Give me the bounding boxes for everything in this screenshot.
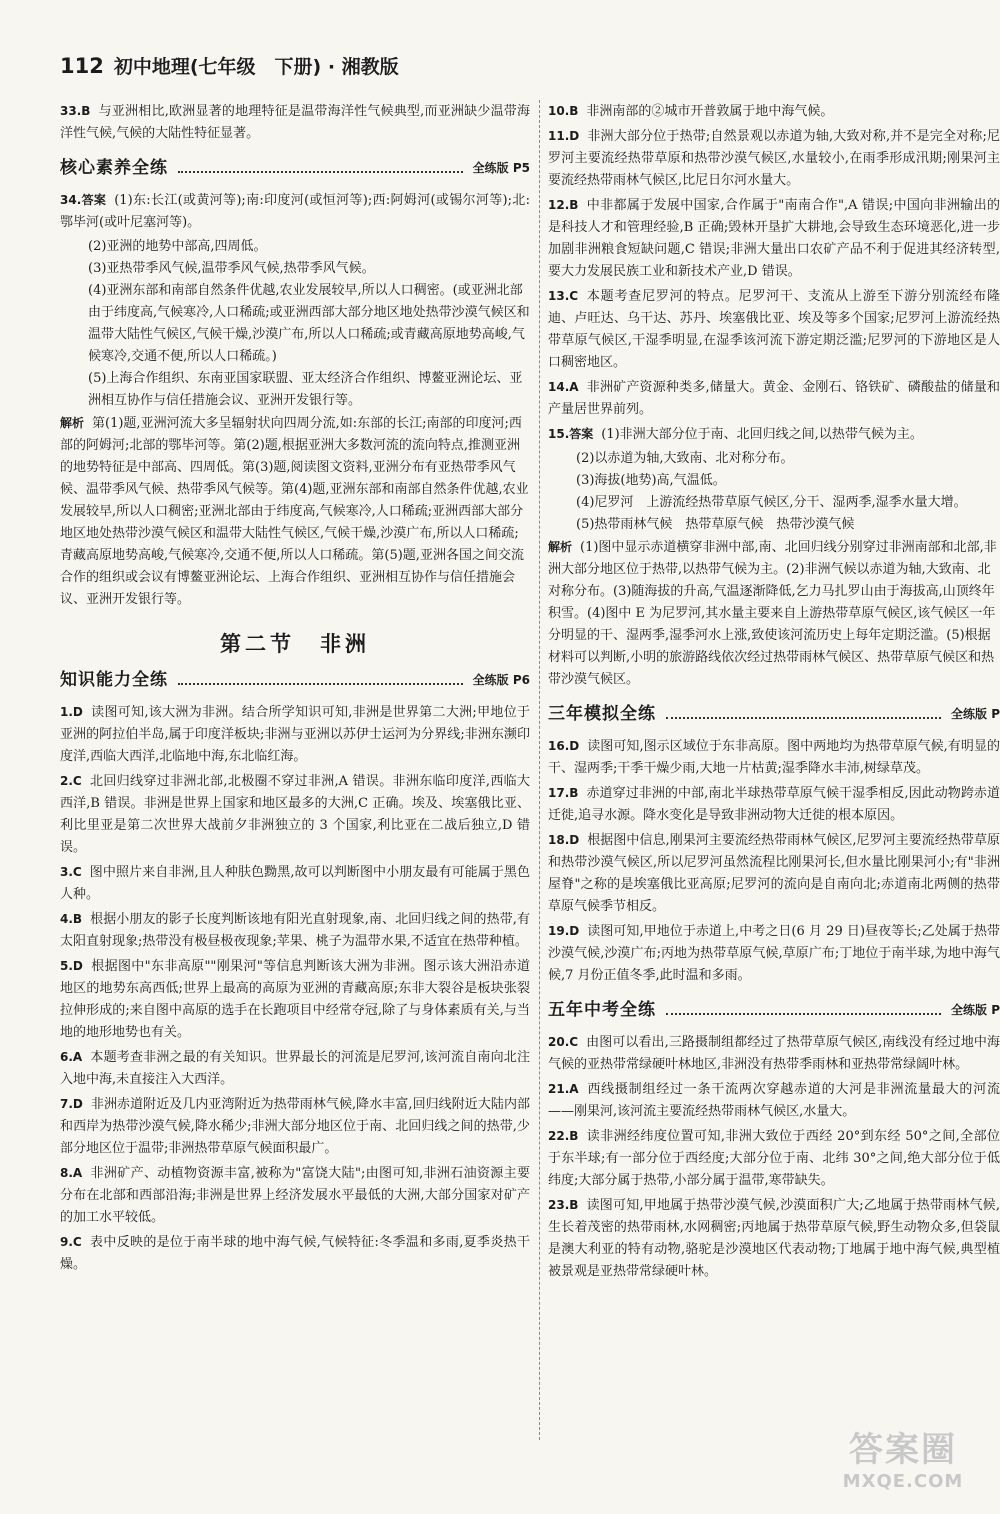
- watermark-logo: [818, 1422, 988, 1492]
- section-header-three-year: [548, 701, 1000, 727]
- answer-item: [60, 1046, 530, 1091]
- answer-text: 表中反映的是位于南半球的地中海气候,气候特征:冬季温和多雨,夏季炎热干燥。: [60, 1235, 530, 1272]
- question-number: 12.B: [548, 198, 579, 212]
- analysis-tag: 解析: [548, 540, 573, 554]
- question-number: 10.B: [548, 104, 579, 118]
- question-number: 20.C: [548, 1035, 579, 1049]
- answer-34: [60, 189, 530, 234]
- answer-item: [60, 1231, 530, 1276]
- answer-text: 非洲矿产资源种类多,储量大。黄金、金刚石、铬铁矿、磷酸盐的储量和产量居世界前列。: [548, 380, 1000, 417]
- answer-item: [548, 194, 1000, 283]
- question-number: 22.B: [548, 1129, 579, 1143]
- answer-item: [60, 955, 530, 1044]
- answer-text: 非洲矿产、动植物资源丰富,被称为"富饶大陆";由图可知,非洲石油资源主要分布在北部和西部沿海;非洲是世界上经济发展水平最低的大洲,大部分国家对矿产的加工水平较低。: [60, 1166, 530, 1225]
- answer-text: 根据图中"东非高原""刚果河"等信息判断该大洲为非洲。图示该大洲沿赤道地区的地势东高西低;世界上最高的高原为亚洲的青藏高原;东非大裂谷是板块张裂拉伸形成的;来自图中高原的选手在长跑项目中经常夺冠,除了与身体素质有关,与当地的地形地势也有关。: [60, 959, 530, 1040]
- answer-33: [60, 100, 530, 145]
- column-divider: [539, 100, 540, 1440]
- section-header-knowledge: [60, 667, 530, 693]
- answer-text: 根据小朋友的影子长度判断该地有阳光直射现象,南、北回归线之间的热带,有太阳直射现象;热带没有极昼极夜现象;苹果、桃子为温带水果,不适宜在热带种植。: [60, 912, 530, 949]
- question-number: 5.D: [60, 959, 83, 973]
- answer-text: 与亚洲相比,欧洲显著的地理特征是温带海洋性气候典型,而亚洲缺少温带海洋性气候,气候的大陆性特征显著。: [60, 104, 530, 141]
- answer-item: [548, 285, 1000, 374]
- answer-text: 非洲南部的②城市开普敦属于地中海气候。: [586, 104, 834, 119]
- question-number: 15.答案: [548, 427, 594, 441]
- section-header-title: 三年模拟全练: [548, 704, 656, 724]
- section-header-five-year: [548, 997, 1000, 1023]
- answer-part: (3)海拔(地势)高,气温低。: [576, 473, 726, 488]
- answer-text: 非洲大部分位于热带;自然景观以赤道为轴,大致对称,并不是完全对称;尼罗河主要流经热带草原和热带沙漠气候区,水量较小,在雨季形成汛期;刚果河主要流经热带雨林气候区,比尼日尔河水量大。: [548, 129, 1000, 188]
- question-number: 13.C: [548, 289, 579, 303]
- analysis-34: [60, 412, 530, 611]
- answer-text: 赤道穿过非洲的中部,南北半球热带草原气候干湿季相反,因此动物跨赤道迁徙,追寻水源。降水变化是导致非洲动物大迁徙的根本原因。: [548, 786, 1000, 823]
- answer-item: [548, 1194, 1000, 1283]
- section-header-title: 知识能力全练: [60, 670, 168, 690]
- watermark-text: 答案圈: [849, 1430, 957, 1470]
- question-number: 8.A: [60, 1166, 83, 1180]
- section-header-title: 核心素养全练: [60, 158, 168, 178]
- answer-text: 图中照片来自非洲,且人种肤色黝黑,故可以判断图中小朋友最有可能属于黑色人种。: [60, 865, 530, 902]
- question-number: 17.B: [548, 786, 579, 800]
- answer-15: [548, 423, 1000, 446]
- answer-item: [548, 1078, 1000, 1123]
- question-number: 16.D: [548, 739, 580, 753]
- answer-item: [60, 701, 530, 768]
- answer-part: (2)亚洲的地势中部高,四周低。: [88, 239, 267, 254]
- answer-item: [548, 920, 1000, 987]
- answer-item: [60, 908, 530, 953]
- answer-part: (5)上海合作组织、东南亚国家联盟、亚太经济合作组织、博鳌亚洲论坛、亚洲相互协作与信任措施会议、亚洲开发银行等。: [88, 371, 523, 408]
- answer-item: [60, 861, 530, 906]
- answer-text: 北回归线穿过非洲北部,北极圈不穿过非洲,A 错误。非洲东临印度洋,西临大西洋,B 错误。非洲是世界上国家和地区最多的大洲,C 正确。埃及、埃塞俄比亚、利比里亚是第二次世界大战前夕非洲独立的 3 个国家,利比亚在二战后独立,D 错误。: [60, 774, 530, 855]
- answer-list: [548, 100, 1000, 421]
- section-header-core: [60, 155, 530, 181]
- answer-item: [548, 125, 1000, 192]
- answer-item: [548, 829, 1000, 918]
- question-number: 9.C: [60, 1235, 82, 1249]
- question-number: 14.A: [548, 380, 579, 394]
- answer-item: [548, 1031, 1000, 1076]
- answer-item: [60, 1093, 530, 1160]
- book-title: 初中地理(七年级 下册) · 湘教版: [113, 56, 399, 78]
- page-header: [60, 52, 960, 92]
- question-number: 11.D: [548, 129, 580, 143]
- edition-ref: 全练版 P5: [472, 161, 530, 175]
- watermark-url: MXQE.COM: [842, 1471, 964, 1492]
- question-number: 1.D: [60, 705, 83, 719]
- question-number: 34.答案: [60, 193, 107, 207]
- analysis-text: (1)图中显示赤道横穿非洲中部,南、北回归线分别穿过非洲南部和北部,非洲大部分地区位于热带,以热带气候为主。(2)非洲气候以赤道为轴,大致南、北对称分布。(3)随海拔的升高,气温逐渐降低,乞力马扎罗山由于海拔高,山顶终年积雪。(4)图中 E 为尼罗河,其水量主要来自上游热带草原气候区,该气候区一年分明显的干、湿两季,湿季河水上涨,致使该河流历史上每年定期泛滥。(5)根据材料可以判断,小明的旅游路线依次经过热带雨林气候区、热带草原气候区和热带沙漠气候区。: [548, 540, 997, 687]
- page-number: 112: [60, 54, 104, 78]
- leader-dots: [178, 171, 463, 173]
- question-number: 21.A: [548, 1082, 579, 1096]
- analysis-15: [548, 536, 1000, 691]
- answer-text: 非洲赤道附近及几内亚湾附近为热带雨林气候,降水丰富,回归线附近大陆内部和西岸为热带沙漠气候,降水稀少;非洲大部分地区位于南、北回归线之间的热带,少部分地区位于温带;非洲热带草原气候面积最广。: [60, 1097, 530, 1156]
- answer-item: [548, 1125, 1000, 1192]
- answer-text: 根据图中信息,刚果河主要流经热带雨林气候区,尼罗河主要流经热带草原和热带沙漠气候区,所以尼罗河虽然流程比刚果河长,但水量比刚果河小;有"非洲屋脊"之称的是埃塞俄比亚高原;尼罗河的流向是自南向北;赤道南北两侧的热带草原气候季节相反。: [548, 833, 1000, 914]
- edition-ref: 全练版 P: [951, 707, 1000, 721]
- answer-item: [548, 735, 1000, 780]
- answer-part: (5)热带雨林气候 热带草原气候 热带沙漠气候: [576, 517, 855, 532]
- right-column: [548, 100, 1000, 1285]
- answer-text: 读图可知,图示区域位于东非高原。图中两地均为热带草原气候,有明显的干、湿两季;干季干燥少雨,大地一片枯黄;湿季降水丰沛,树绿草茂。: [548, 739, 1000, 776]
- answer-text: 读图可知,甲地属于热带沙漠气候,沙漠面积广大;乙地属于热带雨林气候,生长着茂密的热带雨林,水网稠密;丙地属于热带草原气候,野生动物众多,但袋鼠是澳大利亚的特有动物,骆驼是沙漠地区代表动物;丁地属于地中海气候,典型植被景观是亚热带常绿硬叶林。: [548, 1198, 1000, 1279]
- question-number: 7.D: [60, 1097, 83, 1111]
- question-number: 23.B: [548, 1198, 579, 1212]
- question-number: 6.A: [60, 1050, 83, 1064]
- question-number: 4.B: [60, 912, 83, 926]
- answer-part: (3)亚热带季风气候,温带季风气候,热带季风气候。: [88, 261, 375, 276]
- answer-item: [60, 1162, 530, 1229]
- question-number: 33.B: [60, 104, 91, 118]
- answer-text: 读图可知,该大洲为非洲。结合所学知识可知,非洲是世界第二大洲;甲地位于亚洲的阿拉伯半岛,属于印度洋板块;非洲与亚洲以苏伊士运河为分界线;非洲东濒印度洋,西临大西洋,北临地中海,东北临红海。: [60, 705, 530, 764]
- answer-part: (1)东:长江(或黄河等);南:印度河(或恒河等);西:阿姆河(或锡尔河等);北:鄂毕河(或叶尼塞河等)。: [60, 193, 530, 230]
- answer-part: (4)尼罗河 上游流经热带草原气候区,分干、湿两季,湿季水量大增。: [576, 495, 967, 510]
- answer-text: 西线摄制组经过一条干流两次穿越赤道的大河是非洲流量最大的河流——刚果河,该河流主要流经热带雨林气候区,水量大。: [548, 1082, 1000, 1119]
- answer-list: [60, 701, 530, 1276]
- answer-item: [60, 770, 530, 859]
- analysis-text: 第(1)题,亚洲河流大多呈辐射状向四周分流,如:东部的长江;南部的印度河;西部的阿姆河;北部的鄂毕河等。第(2)题,根据亚洲大多数河流的流向特点,推测亚洲的地势特征是中部高、四周低。第(3)题,阅读图文资料,亚洲分布有亚热带季风气候、温带季风气候、热带季风气候等。第(4)题,亚洲东部和南部自然条件优越,农业发展较早,所以人口稠密;亚洲北部由于纬度高,气候寒冷,人口稀疏;亚洲西部大部分地区地处热带沙漠气候区和温带大陆性气候区,气候干燥,沙漠广布,所以人口稀疏;青藏高原地势高峻,气候寒冷,交通不便,所以人口稀疏。第(5)题,亚洲各国之间交流合作的组织或会议有博鳌亚洲论坛、上海合作组织、亚洲相互协作与信任措施会议、亚洲开发银行等。: [60, 416, 529, 607]
- answer-part: (4)亚洲东部和南部自然条件优越,农业发展较早,所以人口稠密。(或亚洲北部由于纬度高,气候寒冷,人口稀疏;或亚洲西部大部分地区地处热带沙漠气候区和温带大陆性气候区,气候干燥,沙漠广布,所以人口稀疏;或青藏高原地势高峻,气候寒冷,交通不便,所以人口稀疏。): [88, 283, 530, 364]
- answer-part: (2)以赤道为轴,大致南、北对称分布。: [576, 451, 794, 466]
- answer-text: 读非洲经纬度位置可知,非洲大致位于西经 20°到东经 50°之间,全部位于东半球;有一部分位于西经度;大部分位于南、北纬 30°之间,绝大部分位于低纬度;大部分属于热带,小部分属于温带,寒带缺失。: [548, 1129, 1000, 1188]
- leader-dots: [666, 1013, 941, 1015]
- question-number: 19.D: [548, 924, 580, 938]
- answer-item: [548, 100, 1000, 123]
- analysis-tag: 解析: [60, 416, 85, 430]
- edition-ref: 全练版 P: [951, 1003, 1000, 1017]
- answer-item: [548, 782, 1000, 827]
- answer-text: 读图可知,甲地位于赤道上,中考之日(6 月 29 日)昼夜等长;乙处属于热带沙漠气候,沙漠广布;丙地为热带草原气候,草原广布;丁地位于南半球,为地中海气候,7 月份正值冬季,此时温和多雨。: [548, 924, 1000, 983]
- leader-dots: [666, 717, 941, 719]
- answer-text: 由图可以看出,三路摄制组都经过了热带草原气候区,南线没有经过地中海气候的亚热带常绿硬叶林地区,非洲没有热带季雨林和亚热带常绿阔叶林。: [548, 1035, 1000, 1072]
- section-title: 第二节 非洲: [220, 632, 370, 656]
- leader-dots: [178, 683, 463, 685]
- answer-list: [548, 735, 1000, 987]
- answer-part: (1)非洲大部分位于南、北回归线之间,以热带气候为主。: [601, 427, 923, 442]
- question-number: 2.C: [60, 774, 82, 788]
- question-number: 18.D: [548, 833, 580, 847]
- section-header-title: 五年中考全练: [548, 1000, 656, 1020]
- question-number: 3.C: [60, 865, 82, 879]
- answer-text: 本题考查尼罗河的特点。尼罗河干、支流从上游至下游分别流经布隆迪、卢旺达、乌干达、苏丹、埃塞俄比亚、埃及等多个国家;尼罗河上游流经热带草原气候区,干湿季明显,在湿季该河流下游定期泛滥;尼罗河的下游地区是人口稠密地区。: [548, 289, 1000, 370]
- answer-list: [548, 1031, 1000, 1283]
- answer-text: 本题考查非洲之最的有关知识。世界最长的河流是尼罗河,该河流自南向北注入地中海,未直接注入大西洋。: [60, 1050, 530, 1087]
- left-column: [60, 100, 530, 1278]
- answer-item: [548, 376, 1000, 421]
- answer-text: 中非都属于发展中国家,合作属于"南南合作",A 错误;中国向非洲输出的是科技人才和管理经验,B 正确;毁林开垦扩大耕地,会导致生态环境恶化,进一步加剧非洲粮食短缺问题,C 错误;非洲大量出口农矿产品不利于促进其经济转型,要大力发展民族工业和新技术产业,D 错误。: [548, 198, 1000, 279]
- edition-ref: 全练版 P6: [472, 673, 530, 687]
